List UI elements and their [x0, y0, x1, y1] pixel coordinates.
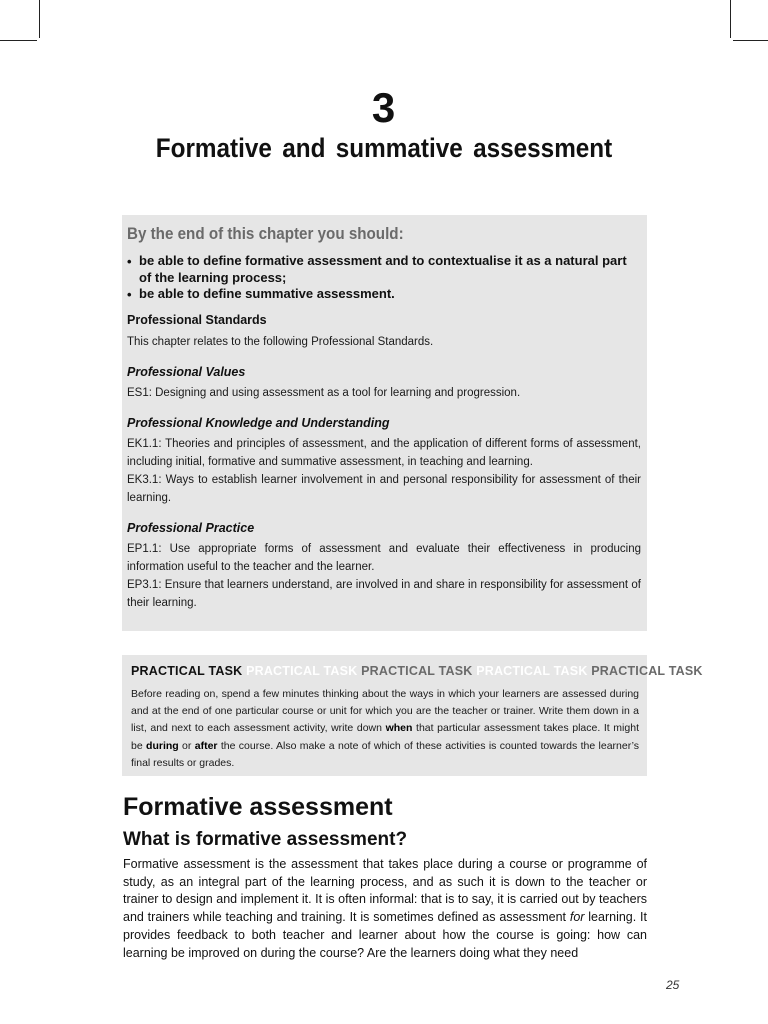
objective-item: • be able to define summative assessment.: [127, 286, 641, 303]
practical-task-label-repeat: PRACTICAL TASK: [591, 664, 703, 678]
objectives-list: [127, 253, 641, 303]
objectives-heading: By the end of this chapter you should:: [127, 225, 404, 243]
standard-item: ES1: Designing and using assessment as a tool for learning and progression.: [127, 386, 521, 399]
body-paragraph: Formative assessment is the assessment that takes place during a course or programme of study, as an integral part of the learning process, and as such it is down to the teacher or trainer to design and implement it. It is often informal: that is to say, it is carried out by teachers and trainers while teaching and training. It is sometimes defined as assessment for learning. It provides feedback to both teacher and learner about how the course is going: how can learning be improved on during the course? Are the learners doing what they need: [123, 857, 648, 960]
chapter-title: Formative and summative assessment: [155, 133, 613, 163]
practical-task-label-repeat: PRACTICAL TASK: [361, 664, 473, 678]
knowledge-heading: Professional Knowledge and Understanding: [127, 415, 390, 430]
practical-task-banner: [131, 664, 703, 678]
standards-heading: Professional Standards: [127, 312, 267, 327]
section-subheading: What is formative assessment?: [123, 829, 408, 850]
values-heading: Professional Values: [127, 364, 246, 379]
practice-heading: Professional Practice: [127, 520, 255, 535]
crop-mark: [730, 0, 731, 38]
practical-task-label: PRACTICAL TASK: [131, 664, 243, 678]
standard-item: EP1.1: Use appropriate forms of assessment and evaluate their effectiveness in producing information useful to the teacher and the learner.: [127, 542, 641, 573]
standards-intro: This chapter relates to the following Professional Standards.: [127, 335, 434, 348]
section-heading: Formative assessment: [123, 793, 393, 821]
practical-task-box: [122, 655, 703, 776]
page-number: 25: [666, 978, 680, 992]
crop-mark: [733, 40, 768, 41]
crop-mark: [39, 0, 40, 38]
practical-task-label-repeat: PRACTICAL TASK: [246, 664, 358, 678]
crop-mark: [0, 40, 37, 41]
standard-item: EP3.1: Ensure that learners understand, are involved in and share in responsibility for assessment of their learning.: [127, 578, 641, 609]
practical-task-text: Before reading on, spend a few minutes thinking about the ways in which your learners are assessed during and at the end of one particular course or unit for which you are the teacher or trainer. Write them down in a list, and next to each assessment activity, write down when that particular assessment takes place. It might be during or after the course. Also make a note of which of these activities is counted towards the learner’s final results or grades.: [131, 688, 639, 769]
practical-task-label-repeat: PRACTICAL TASK: [476, 664, 588, 678]
objectives-box: [122, 215, 647, 631]
standard-item: EK1.1: Theories and principles of assessment, and the application of different forms of assessment, including initial, formative and summative assessment, in teaching and learning.: [127, 437, 641, 468]
objective-item: • be able to define formative assessment and to contextualise it as a natural part of the learning process;: [127, 253, 641, 286]
standard-item: EK3.1: Ways to establish learner involvement in and personal responsibility for assessment of their learning.: [127, 473, 641, 504]
chapter-number: 3: [371, 84, 397, 131]
